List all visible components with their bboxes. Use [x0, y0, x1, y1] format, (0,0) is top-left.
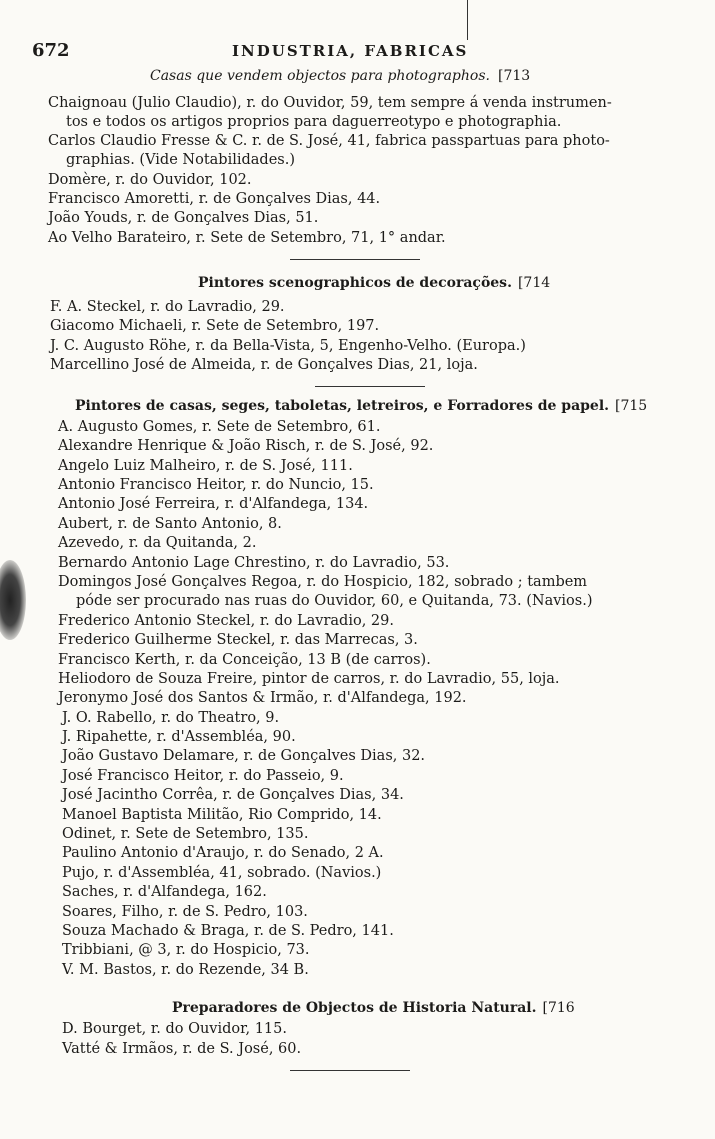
list-item: F. A. Steckel, r. do Lavradio, 29. — [50, 299, 285, 315]
list-item: J. O. Rabello, r. do Theatro, 9. — [62, 710, 280, 726]
list-item: Jeronymo José dos Santos & Irmão, r. d'Alfandega, 192. — [58, 690, 467, 706]
section-code: [714 — [517, 275, 551, 291]
list-item: póde ser procurado nas ruas do Ouvidor, 60, e Quitanda, 73. (Navios.) — [76, 593, 593, 609]
section-title: Preparadores de Objectos de Historia Natural. — [172, 1000, 537, 1016]
list-item: Francisco Amoretti, r. de Gonçalves Dias, 44. — [48, 191, 381, 207]
list-item: Souza Machado & Braga, r. de S. Pedro, 141. — [62, 923, 394, 939]
running-title: INDUSTRIA, FABRICAS — [232, 42, 469, 60]
section-code: [716 — [542, 1000, 575, 1016]
list-item: Frederico Antonio Steckel, r. do Lavradio, 29. — [58, 613, 394, 629]
list-item: Tribbiani, @ 3, r. do Hospicio, 73. — [62, 942, 310, 958]
list-item: Pujo, r. d'Assembléa, 41, sobrado. (Navios.) — [62, 865, 382, 881]
list-item: Carlos Claudio Fresse & C. r. de S. José, 41, fabrica passpartuas para photo- — [48, 133, 610, 149]
list-item: Soares, Filho, r. de S. Pedro, 103. — [62, 904, 308, 920]
list-item: Bernardo Antonio Lage Chrestino, r. do Lavradio, 53. — [58, 555, 450, 571]
list-item: Antonio Francisco Heitor, r. do Nuncio, 15. — [58, 477, 374, 493]
list-item: Alexandre Henrique & João Risch, r. de S. José, 92. — [58, 438, 434, 454]
list-item: J. C. Augusto Röhe, r. da Bella-Vista, 5, Engenho-Velho. (Europa.) — [50, 338, 526, 354]
list-item: Manoel Baptista Militão, Rio Comprido, 14. — [62, 807, 382, 823]
list-item: Domère, r. do Ouvidor, 102. — [48, 172, 252, 188]
list-item: José Francisco Heitor, r. do Passeio, 9. — [62, 768, 344, 784]
list-item: J. Ripahette, r. d'Assembléa, 90. — [62, 729, 296, 745]
section-divider — [315, 386, 425, 387]
list-item: João Gustavo Delamare, r. de Gonçalves Dias, 32. — [62, 748, 426, 764]
list-item: graphias. (Vide Notabilidades.) — [66, 152, 295, 168]
section-subtitle — [150, 68, 530, 84]
list-item: Chaignoau (Julio Claudio), r. do Ouvidor, 59, tem sempre á venda instrumen- — [48, 95, 612, 111]
list-item: Heliodoro de Souza Freire, pintor de carros, r. do Lavradio, 55, loja. — [58, 671, 560, 687]
list-item: Ao Velho Barateiro, r. Sete de Setembro, 71, 1° andar. — [48, 230, 446, 246]
list-item: Frederico Guilherme Steckel, r. das Marrecas, 3. — [58, 632, 418, 648]
section-heading — [75, 398, 647, 414]
section-code: [715 — [615, 398, 648, 414]
subtitle-text: Casas que vendem objectos para photographos. — [150, 68, 490, 84]
list-item: Aubert, r. de Santo Antonio, 8. — [58, 516, 282, 532]
margin-mark — [467, 0, 468, 40]
list-item: José Jacintho Corrêa, r. de Gonçalves Dias, 34. — [62, 787, 404, 803]
list-item: D. Bourget, r. do Ouvidor, 115. — [62, 1021, 287, 1037]
list-item: A. Augusto Gomes, r. Sete de Setembro, 61. — [58, 419, 381, 435]
page-header — [32, 36, 672, 64]
list-item: Francisco Kerth, r. da Conceição, 13 B (de carros). — [58, 652, 431, 668]
list-item: tos e todos os artigos proprios para daguerreotypo e photographia. — [66, 114, 562, 130]
list-item: João Youds, r. de Gonçalves Dias, 51. — [48, 210, 319, 226]
list-item: Saches, r. d'Alfandega, 162. — [62, 884, 267, 900]
list-item: Marcellino José de Almeida, r. de Gonçalves Dias, 21, loja. — [50, 357, 478, 373]
page-number: 672 — [32, 40, 70, 61]
list-item: Odinet, r. Sete de Setembro, 135. — [62, 826, 309, 842]
section-divider — [290, 259, 420, 260]
subtitle-code: [713 — [497, 68, 531, 84]
list-item: Vatté & Irmãos, r. de S. José, 60. — [62, 1041, 302, 1057]
section-title: Pintores de casas, seges, taboletas, letreiros, e Forradores de papel. — [75, 398, 610, 414]
section-title: Pintores scenographicos de decorações. — [198, 275, 512, 291]
list-item: Giacomo Michaeli, r. Sete de Setembro, 197. — [50, 318, 380, 334]
list-item: Angelo Luiz Malheiro, r. de S. José, 111. — [58, 458, 353, 474]
section-divider — [290, 1070, 410, 1071]
list-item: Antonio José Ferreira, r. d'Alfandega, 134. — [58, 496, 369, 512]
ink-blot — [0, 560, 26, 640]
list-item: Paulino Antonio d'Araujo, r. do Senado, 2 A. — [62, 845, 384, 861]
section-heading — [172, 1000, 575, 1016]
section-heading — [198, 275, 550, 291]
list-item: Domingos José Gonçalves Regoa, r. do Hospicio, 182, sobrado ; tambem — [58, 574, 588, 590]
list-item: Azevedo, r. da Quitanda, 2. — [58, 535, 257, 551]
list-item: V. M. Bastos, r. do Rezende, 34 B. — [62, 962, 309, 978]
